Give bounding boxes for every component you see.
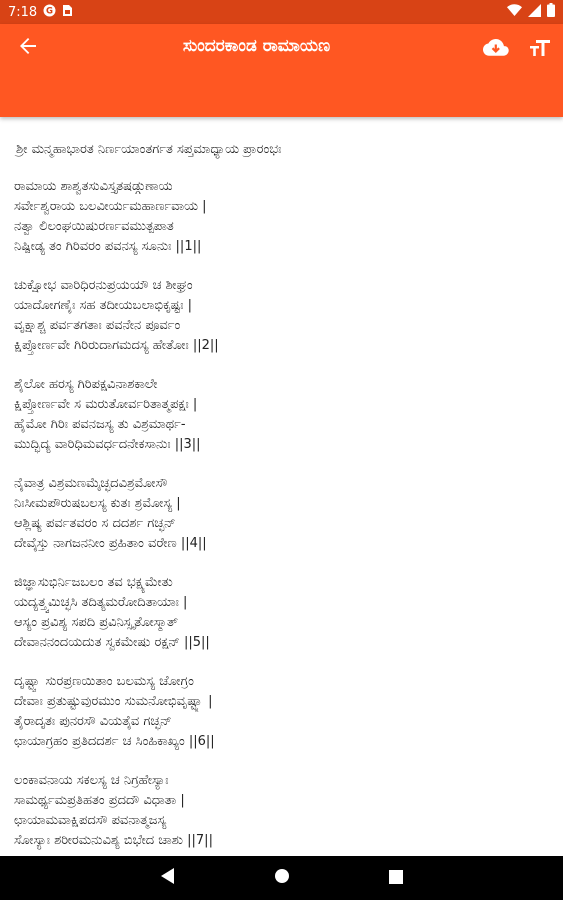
- wifi-icon: [507, 4, 522, 20]
- system-nav-bar: [0, 856, 563, 900]
- signal-icon: [528, 4, 541, 21]
- status-bar: [0, 0, 563, 24]
- chapter-heading: ಶ್ರೀ ಮನ್ಮಹಾಭಾರತ ನಿರ್ಣಯಾಂತರ್ಗತ ಸಪ್ತಮಾಧ್ಯಾಯ ಪ್ರಾರಂಭಃ: [16, 142, 282, 157]
- verse-line: ಶೈಲೋ ಹರಸ್ಯ ಗಿರಿಪಕ್ಷವಿನಾಶಕಾಲೇ: [14, 377, 158, 392]
- verse-line: ಕ್ಷಿಪ್ತೋರ್ಣವೇ ಗಿರಿರುದಾಗಮದಸ್ಯ ಹೇತೋಃ ||2||: [14, 338, 219, 353]
- verse-1: [14, 177, 549, 257]
- verse-line: ಛಾಯಾಮವಾಕ್ಷಿಪದಸೌ ಪವನಾತ್ಮಜಸ್ಯ: [14, 813, 167, 828]
- verse-line: ಸೋಸ್ಯಾಃ ಶರೀರಮನುವಿಶ್ಯ ಬಿಭೇದ ಚಾಶು ||7||: [14, 833, 213, 848]
- verse-line: ಜಿಜ್ಞಾಸುಭಿರ್ನಿಜಬಲಂ ತವ ಭಕ್ಷ್ಯಮೇತು: [14, 575, 173, 590]
- arrow-back-icon: [18, 36, 38, 60]
- nav-back-button[interactable]: [156, 866, 180, 890]
- nav-home-icon: [274, 868, 290, 888]
- verse-6: [14, 672, 549, 752]
- app-bar: [0, 24, 563, 117]
- page-title: ಸುಂದರಕಾಂಡ ರಾಮಾಯಣ: [182, 36, 331, 56]
- svg-text:G: G: [46, 6, 54, 17]
- verse-line: ನತ್ವಾ ಲಿಲಂಘಯಿಷುರರ್ಣವಮುತ್ಪಪಾತ: [14, 219, 174, 234]
- verse-line: ಆಸ್ಯಂ ಪ್ರವಿಶ್ಯ ಸಪದಿ ಪ್ರವಿನಿಸ್ಸೃತೋಸ್ಮಾತ್: [14, 615, 179, 630]
- verse-5: [14, 573, 549, 653]
- verse-7: [14, 771, 549, 851]
- verse-line: ಹೈಮೋ ಗಿರಿಃ ಪವನಜಸ್ಯ ತು ವಿಶ್ರಮಾರ್ಥ-: [14, 417, 186, 432]
- cloud-download-icon: [483, 38, 509, 62]
- verse-line: ಸಾಮರ್ಥ್ಯಮಪ್ರತಿಹತಂ ಪ್ರದದೌ ವಿಧಾತಾ |: [14, 793, 185, 808]
- verse-line: ದೃಷ್ಟ್ವಾ ಸುರಪ್ರಣಯಿತಾಂ ಬಲಮಸ್ಯ ಚೋಗ್ರಂ: [14, 674, 194, 689]
- verse-line: ದೇವಾನನಂದಯದುತ ಸ್ವಕಮೇಷು ರಕ್ಷನ್ ||5||: [14, 635, 210, 650]
- back-button[interactable]: [14, 34, 42, 62]
- verse-line: ನೈವಾತ್ರ ವಿಶ್ರಮಣಮೈಚ್ಛದವಿಶ್ರಮೋಸೌ: [14, 476, 168, 491]
- status-time: 7:18: [8, 4, 38, 20]
- verse-line: ರಾಮಾಯ ಶಾಶ್ವತಸುವಿಸ್ತೃತಷಡ್ಗುಣಾಯ: [14, 179, 173, 194]
- text-size-button[interactable]: [526, 36, 554, 64]
- verse-line: ವೃಕ್ಷಾಶ್ಚ ಪರ್ವತಗತಾಃ ಪವನೇನ ಪೂರ್ವಂ: [14, 318, 181, 333]
- verse-line: ತೈರಾದೃತಃ ಪುನರಸೌ ವಿಯತೈವ ಗಚ್ಛನ್: [14, 714, 172, 729]
- nav-recents-button[interactable]: [384, 866, 408, 890]
- scripture-content[interactable]: [0, 122, 563, 856]
- status-left: [8, 4, 73, 21]
- sim-icon: [62, 4, 73, 21]
- verse-3: [14, 375, 549, 455]
- verse-line: ಕ್ಷಿಪ್ತೋರ್ಣವೇ ಸ ಮರುತೋರ್ವರಿತಾತ್ಮಪಕ್ಷಃ |: [14, 397, 198, 412]
- verse-line: ಚುಕ್ಷೋಭ ವಾರಿಧಿರನುಪ್ರಯಯೌ ಚ ಶೀಘ್ರಂ: [14, 278, 193, 293]
- nav-back-icon: [160, 867, 176, 889]
- download-button[interactable]: [482, 36, 510, 64]
- verse-line: ಸರ್ವೇಶ್ವರಾಯ ಬಲವೀರ್ಯಮಹಾರ್ಣವಾಯ |: [14, 199, 207, 214]
- notification-g-icon: [43, 4, 56, 21]
- verse-line: ಛಾಯಾಗ್ರಹಂ ಪ್ರತಿದದರ್ಶ ಚ ಸಿಂಹಿಕಾಖ್ಯಂ ||6||: [14, 734, 215, 749]
- verse-line: ಲಂಕಾವನಾಯ ಸಕಲಸ್ಯ ಚ ನಿಗ್ರಹೇಸ್ಯಾಃ: [14, 773, 169, 788]
- verse-line: ಮುದ್ಭಿದ್ಯ ವಾರಿಧಿಮವರ್ಧದನೇಕಸಾನುಃ ||3||: [14, 437, 201, 452]
- verse-2: [14, 276, 549, 356]
- nav-home-button[interactable]: [270, 866, 294, 890]
- status-right: [507, 3, 555, 21]
- verse-line: ದೇವಾಃ ಪ್ರತುಷ್ಟುವುರಮುಂ ಸುಮನೋಭಿವೃಷ್ಟ್ಯಾ |: [14, 694, 213, 709]
- verse-line: ದೇವೈಸ್ತು ನಾಗಜನನೀಂ ಪ್ರಹಿತಾಂ ವರೇಣ ||4||: [14, 536, 207, 551]
- verse-line: ನಿಃಸೀಮಪೌರುಷಬಲಸ್ಯ ಕುತಃ ಶ್ರಮೋಸ್ಯ |: [14, 496, 181, 511]
- verse-line: ನಿಷ್ಪೀಡ್ಯ ತಂ ಗಿರಿವರಂ ಪವನಸ್ಯ ಸೂನುಃ ||1||: [14, 239, 202, 254]
- verse-line: ಆಶ್ಲಿಷ್ಯ ಪರ್ವತವರಂ ಸ ದದರ್ಶ ಗಚ್ಛನ್: [14, 516, 176, 531]
- verse-line: ಯದ್ಯತ್ತ್ವಮಿಚ್ಛಸಿ ತದಿತ್ಯಮರೋದಿತಾಯಾಃ |: [14, 595, 188, 610]
- verse-line: ಯಾದೋಗಣೈಃ ಸಹ ತದೀಯಬಲಾಭಿಕೃಷ್ಟಃ |: [14, 298, 192, 313]
- text-size-icon: [529, 38, 551, 62]
- nav-recents-icon: [389, 869, 403, 888]
- battery-icon: [547, 3, 555, 21]
- verse-4: [14, 474, 549, 554]
